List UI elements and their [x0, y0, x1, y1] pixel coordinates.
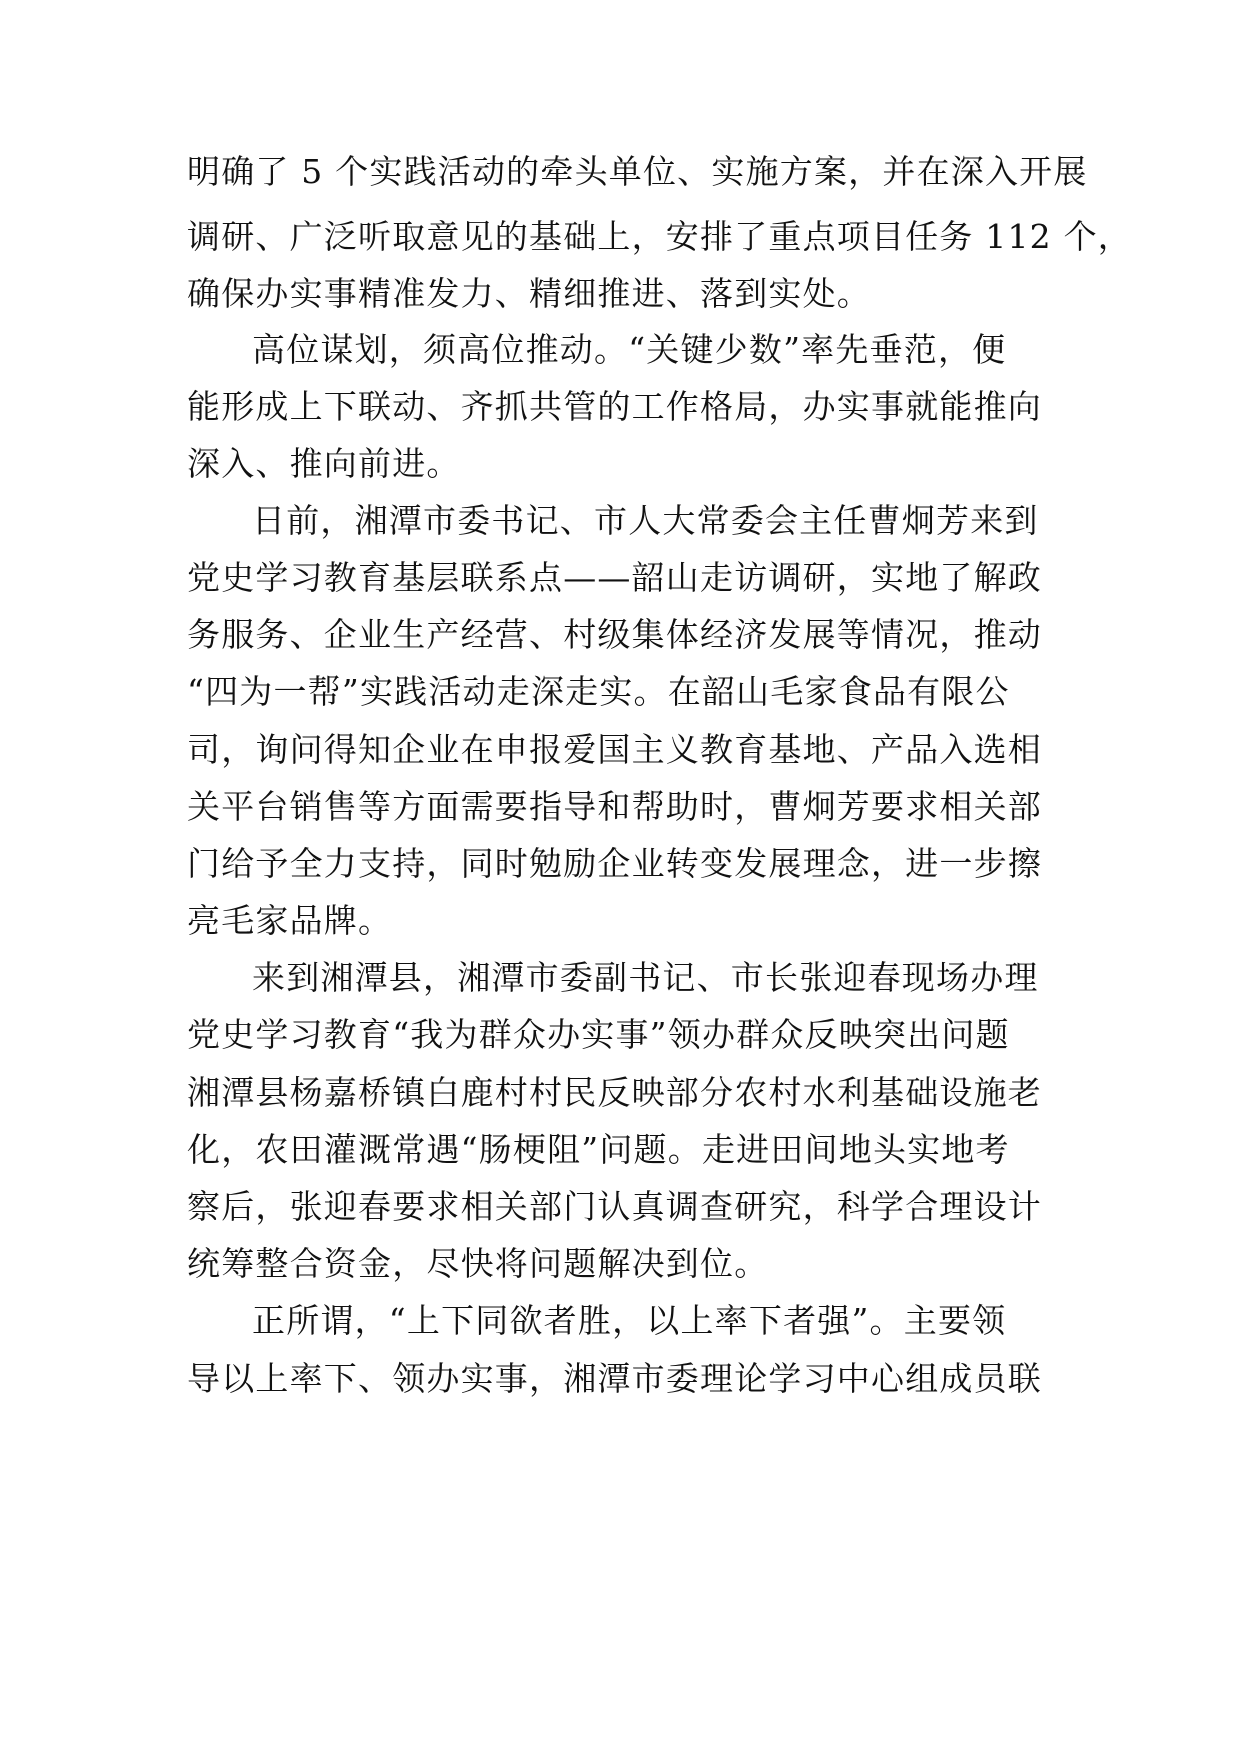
text-line: 门给予全力支持，同时勉励企业转变发展理念，进一步擦: [187, 844, 1042, 883]
text-line: 党史学习教育“我为群众办实事”领办群众反映突出问题: [187, 1015, 1010, 1054]
text-line: “四为一帮”实践活动走深走实。在韶山毛家食品有限公: [187, 672, 1010, 711]
text-line: 化，农田灌溉常遇“肠梗阻”问题。走进田间地头实地考: [187, 1130, 1010, 1169]
text-line: 深入、推向前进。: [187, 444, 461, 483]
text-line: 调研、广泛听取意见的基础上，安排了重点项目任务 112 个，: [187, 217, 1132, 256]
text-line: 务服务、企业生产经营、村级集体经济发展等情况，推动: [187, 615, 1042, 654]
text-line: 司，询问得知企业在申报爱国主义教育基地、产品入选相: [187, 730, 1042, 769]
text-line: 导以上率下、领办实事，湘潭市委理论学习中心组成员联: [187, 1359, 1042, 1398]
text-line: 亮毛家品牌。: [187, 901, 393, 940]
text-line: 明确了 5 个实践活动的牵头单位、实施方案，并在深入开展: [187, 152, 1088, 191]
text-line: 湘潭县杨嘉桥镇白鹿村村民反映部分农村水利基础设施老: [187, 1073, 1042, 1112]
paragraph-first-line: 来到湘潭县，湘潭市委副书记、市长张迎春现场办理: [252, 958, 1039, 997]
text-line: 党史学习教育基层联系点——韶山走访调研，实地了解政: [187, 558, 1042, 597]
text-line: 确保办实事精准发力、精细推进、落到实处。: [187, 274, 871, 313]
text-line: 统筹整合资金，尽快将问题解决到位。: [187, 1244, 769, 1283]
text-line: 能形成上下联动、齐抓共管的工作格局，办实事就能推向: [187, 387, 1042, 426]
text-line: 关平台销售等方面需要指导和帮助时，曹炯芳要求相关部: [187, 787, 1042, 826]
paragraph-first-line: 高位谋划，须高位推动。“关键少数”率先垂范，便: [252, 330, 1007, 369]
paragraph-first-line: 日前，湘潭市委书记、市人大常委会主任曹炯芳来到: [252, 501, 1039, 540]
paragraph-first-line: 正所谓，“上下同欲者胜，以上率下者强”。主要领: [252, 1301, 1007, 1340]
text-line: 察后，张迎春要求相关部门认真调查研究，科学合理设计: [187, 1187, 1042, 1226]
